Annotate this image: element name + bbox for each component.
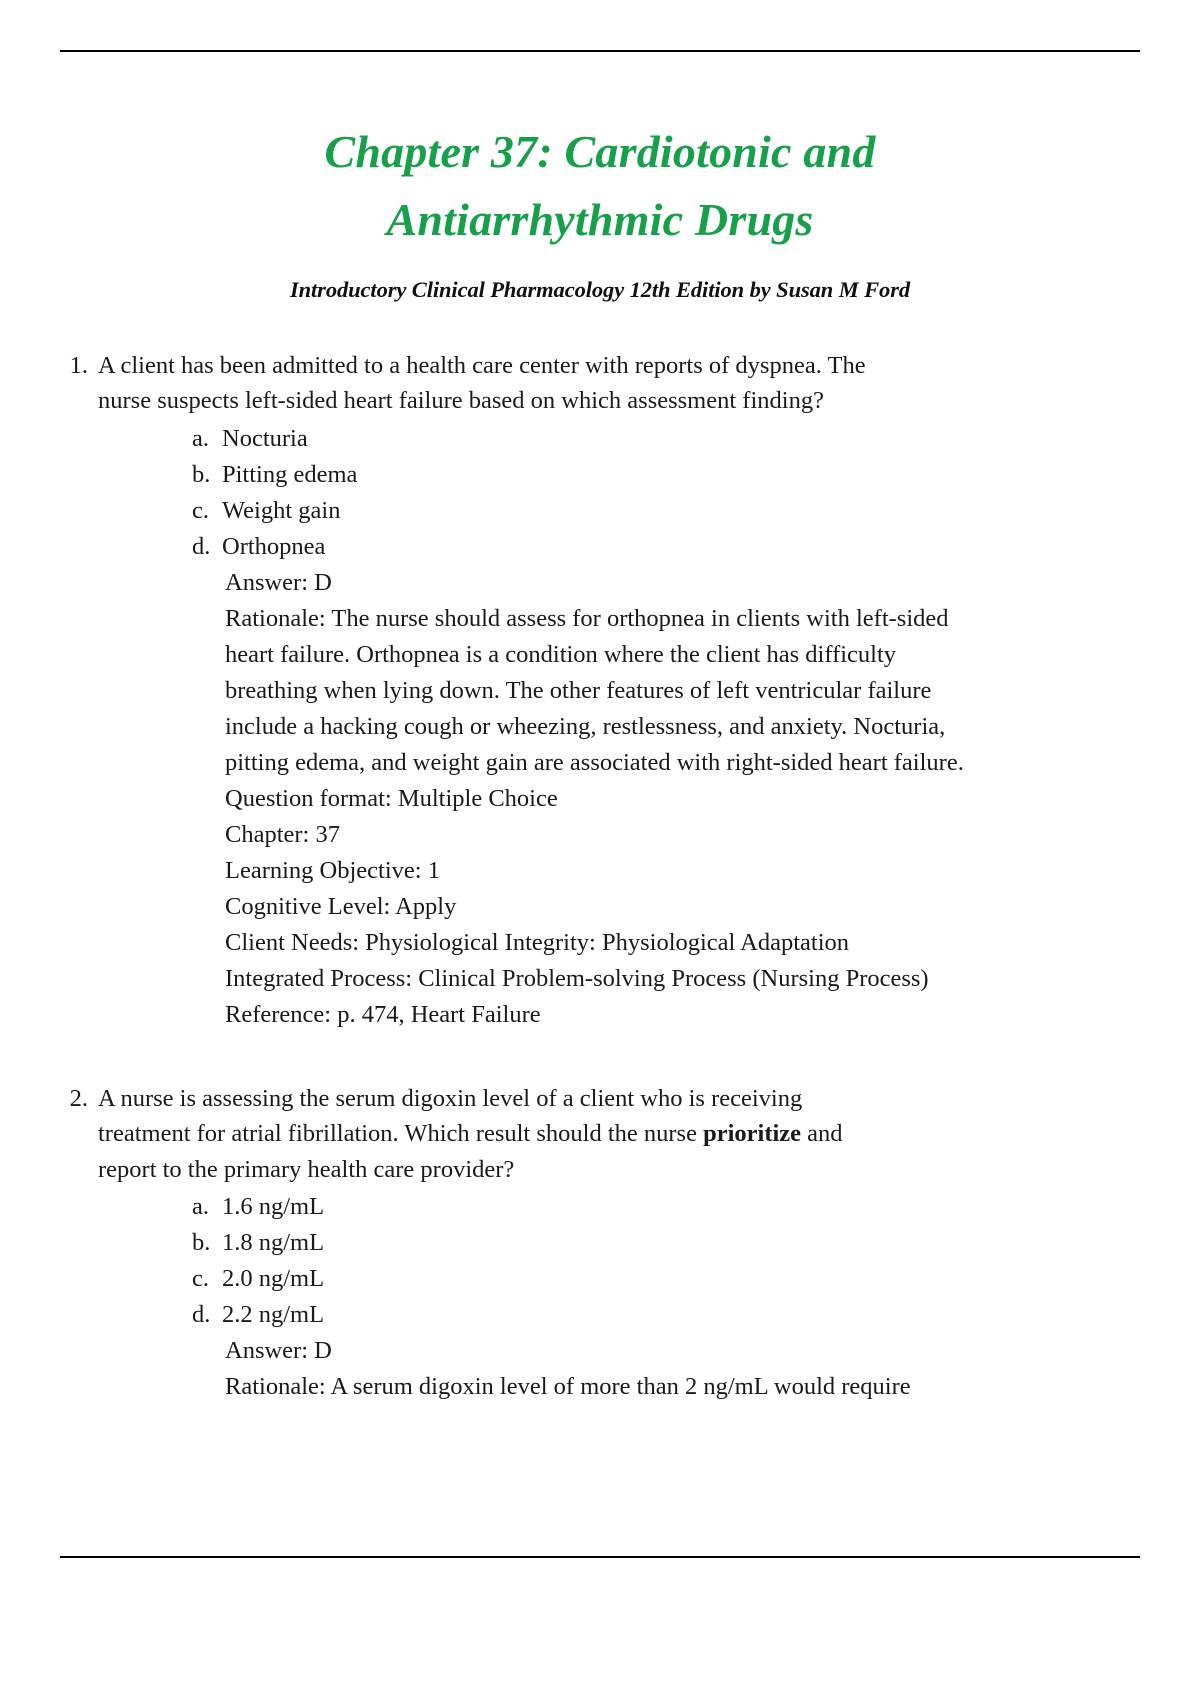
question-2-details xyxy=(62,1333,1138,1405)
page-bottom-rule xyxy=(60,1556,1140,1558)
question-1-number: 1. xyxy=(69,351,88,379)
page-title-line1: Chapter 37: Cardiotonic and xyxy=(324,126,876,177)
option-1-d-text: Orthopnea xyxy=(222,532,326,560)
option-1-b-letter: b. xyxy=(192,460,211,488)
question-1-meta-format: Question format: Multiple Choice xyxy=(225,784,558,812)
page-title-line2: Antiarrhythmic Drugs xyxy=(386,194,814,246)
option-1-c-text: Weight gain xyxy=(222,496,341,524)
page-subtitle: Introductory Clinical Pharmacology 12th Edition by Susan M Ford xyxy=(289,277,911,303)
document-content xyxy=(0,118,1200,1453)
option-1-d[interactable] xyxy=(192,529,1138,565)
question-2-options xyxy=(62,1189,1138,1333)
option-1-c-letter: c. xyxy=(192,496,209,524)
question-1-meta-client-needs: Client Needs: Physiological Integrity: Physiological Adaptation xyxy=(225,928,849,956)
option-2-a-letter: a. xyxy=(192,1193,209,1221)
option-2-a-text: 1.6 ng/mL xyxy=(222,1193,325,1221)
question-1-meta-chapter: Chapter: 37 xyxy=(225,820,340,848)
question-1-meta-integrated-process: Integrated Process: Clinical Problem-solving Process (Nursing Process) Reference: p. 474, Heart Failure xyxy=(225,964,929,1028)
question-2-stem-emphasis: prioritize xyxy=(703,1120,802,1148)
question-1-row xyxy=(62,348,1138,419)
option-2-d-letter: d. xyxy=(192,1301,211,1329)
option-2-d-text: 2.2 ng/mL xyxy=(222,1301,325,1329)
option-2-b-letter: b. xyxy=(192,1229,211,1257)
option-2-b[interactable] xyxy=(192,1225,1138,1261)
option-1-b-text: Pitting edema xyxy=(222,460,358,488)
option-1-d-letter: d. xyxy=(192,532,211,560)
question-block-2 xyxy=(62,1081,1138,1406)
question-2-number: 2. xyxy=(69,1084,88,1112)
option-2-c-text: 2.0 ng/mL xyxy=(222,1265,325,1293)
page-title xyxy=(210,118,990,254)
question-1-details xyxy=(62,565,1138,1033)
option-1-a-letter: a. xyxy=(192,424,209,452)
option-1-a-text: Nocturia xyxy=(222,424,308,452)
question-2-rationale: Rationale: A serum digoxin level of more than 2 ng/mL would require xyxy=(225,1373,911,1401)
option-2-c-letter: c. xyxy=(192,1265,209,1293)
question-2-row xyxy=(62,1081,1138,1188)
question-1-options xyxy=(62,421,1138,565)
question-2-stem xyxy=(98,1081,898,1188)
question-block-1 xyxy=(62,348,1138,1033)
option-2-a[interactable] xyxy=(192,1189,1138,1225)
option-2-c[interactable] xyxy=(192,1261,1138,1297)
question-1-meta-objective: Learning Objective: 1 xyxy=(225,856,440,884)
question-1-stem: A client has been admitted to a health care center with reports of dyspnea. The nurse suspects left-sided heart failure based on which assessment finding? xyxy=(98,351,866,415)
option-2-d[interactable] xyxy=(192,1297,1138,1333)
question-2-answer: Answer: D xyxy=(225,1337,332,1365)
question-2-stem-part1: A nurse is assessing the serum digoxin level of a client who is receiving treatment for atrial fibrillation. Which result should the nurse xyxy=(98,1084,803,1148)
option-1-a[interactable] xyxy=(192,421,1138,457)
question-1-answer: Answer: D xyxy=(225,568,332,596)
question-1-rationale: Rationale: The nurse should assess for orthopnea in clients with left-sided heart failure. Orthopnea is a condition where the client has difficulty breathing when lying down. The other features of left ventricular failure include a hacking cough or wheezing, restlessness, and anxiety. Nocturia, pitting edema, and weight gain are associated with right-sided heart failure. xyxy=(225,604,964,776)
question-2-stem-part2: and report to the primary health care provider? xyxy=(98,1120,843,1183)
option-1-b[interactable] xyxy=(192,457,1138,493)
question-list xyxy=(62,348,1138,1406)
page-top-rule xyxy=(60,50,1140,52)
question-1-meta-cognitive-level: Cognitive Level: Apply xyxy=(225,892,457,920)
option-1-c[interactable] xyxy=(192,493,1138,529)
option-2-b-text: 1.8 ng/mL xyxy=(222,1229,325,1257)
